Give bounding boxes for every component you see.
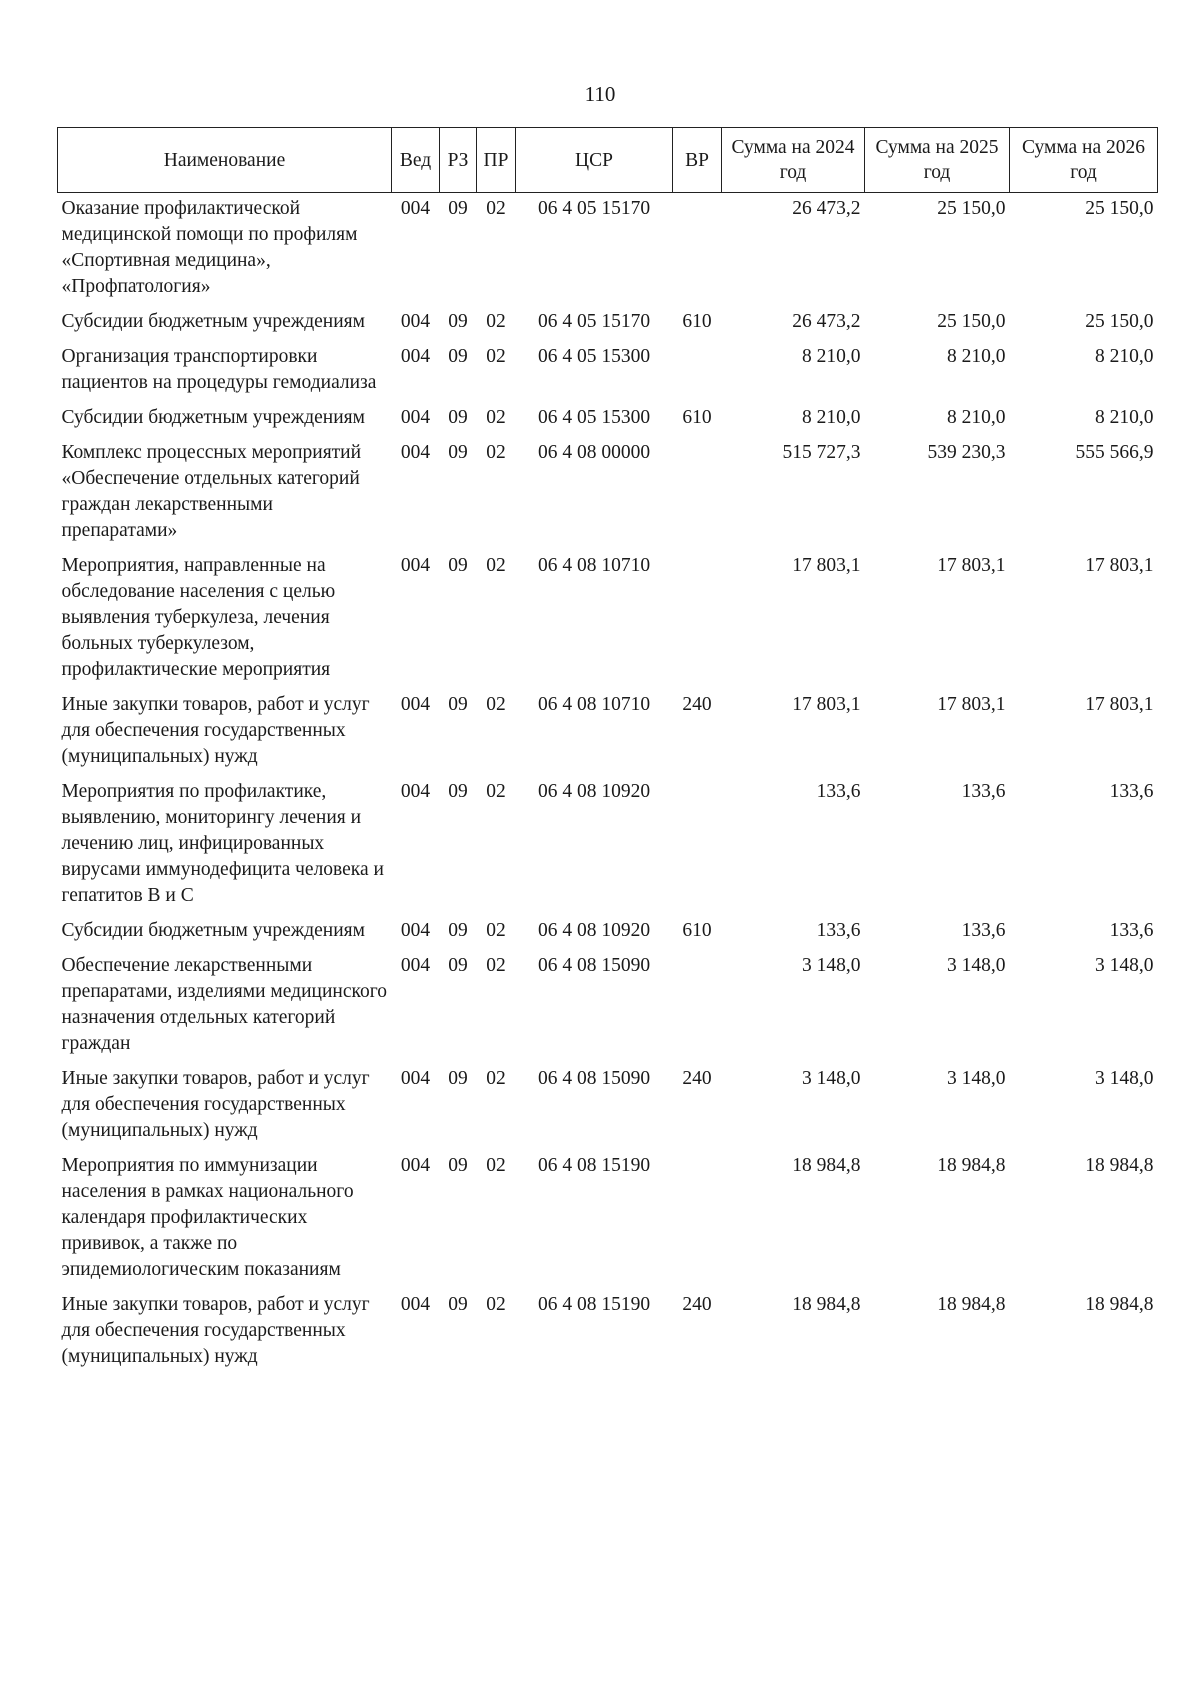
- cell-pr: 02: [486, 555, 506, 576]
- cell-rz: 09: [448, 920, 468, 941]
- cell-vr: 240: [682, 1068, 712, 1089]
- cell-pr: 02: [486, 781, 506, 802]
- header-vr: ВР: [673, 128, 722, 193]
- cell-rz: 09: [448, 1068, 468, 1089]
- cell-vr: [673, 550, 722, 689]
- cell-vr: 610: [682, 920, 712, 941]
- cell-name: Субсидии бюджетным учреждениям: [61, 920, 365, 941]
- cell-csr: 06 4 08 15090: [537, 1068, 651, 1089]
- cell-pr: 02: [486, 920, 506, 941]
- cell-sum-2024: 8 210,0: [802, 407, 861, 428]
- cell-sum-2026: 555 566,9: [1075, 442, 1154, 463]
- cell-pr: 02: [486, 955, 506, 976]
- cell-ved: 004: [400, 198, 431, 219]
- cell-sum-2025: 17 803,1: [937, 555, 1006, 576]
- cell-name: Субсидии бюджетным учреждениям: [61, 407, 365, 428]
- cell-ved: 004: [400, 955, 431, 976]
- cell-vr: 240: [682, 1294, 712, 1315]
- cell-ved: 004: [400, 555, 431, 576]
- cell-sum-2024: 17 803,1: [792, 694, 861, 715]
- cell-sum-2024: 133,6: [816, 920, 861, 941]
- cell-pr: 02: [486, 311, 506, 332]
- cell-sum-2024: 133,6: [816, 781, 861, 802]
- header-row: [58, 128, 1158, 193]
- cell-pr: 02: [486, 1155, 506, 1176]
- cell-name: Мероприятия, направленные на обследование населения с целью выявления туберкулеза, лечения больных туберкулезом, профилактические мероприятия: [61, 555, 336, 680]
- cell-pr: 02: [486, 1294, 506, 1315]
- cell-rz: 09: [448, 1294, 468, 1315]
- cell-sum-2026: 3 148,0: [1095, 955, 1154, 976]
- header-csr: ЦСР: [516, 128, 673, 193]
- cell-csr: 06 4 08 15090: [537, 955, 651, 976]
- cell-sum-2025: 25 150,0: [937, 198, 1006, 219]
- cell-csr: 06 4 08 00000: [537, 442, 651, 463]
- table-row: [58, 915, 1158, 950]
- cell-name: Иные закупки товаров, работ и услуг для обеспечения государственных (муниципальных) нужд: [61, 1294, 370, 1367]
- table-row: [58, 776, 1158, 915]
- cell-vr: [673, 950, 722, 1063]
- cell-ved: 004: [400, 920, 431, 941]
- cell-rz: 09: [448, 311, 468, 332]
- cell-pr: 02: [486, 1068, 506, 1089]
- cell-sum-2026: 3 148,0: [1095, 1068, 1154, 1089]
- cell-sum-2024: 8 210,0: [802, 346, 861, 367]
- cell-ved: 004: [400, 1155, 431, 1176]
- cell-name: Оказание профилактической медицинской помощи по профилям «Спортивная медицина», «Профпатология»: [61, 198, 358, 297]
- header-rz: РЗ: [440, 128, 477, 193]
- cell-csr: 06 4 05 15300: [537, 407, 651, 428]
- cell-name: Мероприятия по профилактике, выявлению, мониторингу лечения и лечению лиц, инфицированных вирусами иммунодефицита человека и гепатитов В и С: [61, 781, 384, 906]
- budget-table: [57, 127, 1158, 1376]
- table-row: [58, 689, 1158, 776]
- cell-rz: 09: [448, 442, 468, 463]
- cell-ved: 004: [400, 694, 431, 715]
- cell-name: Комплекс процессных мероприятий «Обеспечение отдельных категорий граждан лекарственными препаратами»: [61, 442, 362, 541]
- cell-name: Организация транспортировки пациентов на процедуры гемодиализа: [61, 346, 377, 393]
- cell-sum-2026: 17 803,1: [1085, 555, 1154, 576]
- table-header: [58, 128, 1158, 193]
- cell-sum-2026: 25 150,0: [1085, 311, 1154, 332]
- header-sum-2024: Сумма на 2024 год: [722, 128, 865, 193]
- cell-sum-2024: 3 148,0: [802, 1068, 861, 1089]
- cell-sum-2024: 3 148,0: [802, 955, 861, 976]
- cell-vr: [673, 1150, 722, 1289]
- cell-sum-2024: 26 473,2: [792, 311, 861, 332]
- cell-csr: 06 4 08 10920: [537, 920, 651, 941]
- table-row: [58, 1289, 1158, 1376]
- cell-pr: 02: [486, 442, 506, 463]
- cell-sum-2025: 25 150,0: [937, 311, 1006, 332]
- header-sum-2025: Сумма на 2025 год: [865, 128, 1010, 193]
- cell-sum-2025: 8 210,0: [947, 407, 1006, 428]
- cell-csr: 06 4 05 15170: [537, 311, 651, 332]
- cell-vr: 610: [682, 311, 712, 332]
- cell-sum-2025: 539 230,3: [927, 442, 1006, 463]
- cell-sum-2025: 17 803,1: [937, 694, 1006, 715]
- cell-name: Иные закупки товаров, работ и услуг для обеспечения государственных (муниципальных) нужд: [61, 1068, 370, 1141]
- cell-vr: [673, 341, 722, 402]
- header-pr: ПР: [477, 128, 516, 193]
- cell-ved: 004: [400, 346, 431, 367]
- cell-ved: 004: [400, 1068, 431, 1089]
- cell-sum-2026: 133,6: [1109, 781, 1154, 802]
- cell-csr: 06 4 08 10920: [537, 781, 651, 802]
- cell-pr: 02: [486, 407, 506, 428]
- cell-csr: 06 4 08 15190: [537, 1155, 651, 1176]
- cell-vr: [673, 437, 722, 550]
- cell-ved: 004: [400, 311, 431, 332]
- cell-sum-2024: 18 984,8: [792, 1155, 861, 1176]
- cell-name: Обеспечение лекарственными препаратами, изделиями медицинского назначения отдельных категорий граждан: [61, 955, 387, 1054]
- cell-sum-2024: 515 727,3: [782, 442, 861, 463]
- cell-sum-2025: 18 984,8: [937, 1294, 1006, 1315]
- cell-vr: 610: [682, 407, 712, 428]
- cell-pr: 02: [486, 198, 506, 219]
- table-body: [58, 193, 1158, 1377]
- cell-vr: 240: [682, 694, 712, 715]
- cell-ved: 004: [400, 1294, 431, 1315]
- cell-csr: 06 4 05 15170: [537, 198, 651, 219]
- cell-rz: 09: [448, 555, 468, 576]
- table-row: [58, 402, 1158, 437]
- cell-rz: 09: [448, 694, 468, 715]
- cell-sum-2024: 17 803,1: [792, 555, 861, 576]
- cell-sum-2025: 3 148,0: [947, 955, 1006, 976]
- cell-sum-2025: 18 984,8: [937, 1155, 1006, 1176]
- cell-sum-2025: 8 210,0: [947, 346, 1006, 367]
- table-row: [58, 950, 1158, 1063]
- cell-rz: 09: [448, 781, 468, 802]
- cell-ved: 004: [400, 781, 431, 802]
- cell-sum-2024: 18 984,8: [792, 1294, 861, 1315]
- table-row: [58, 437, 1158, 550]
- cell-sum-2026: 8 210,0: [1095, 407, 1154, 428]
- table-row: [58, 550, 1158, 689]
- cell-name: Субсидии бюджетным учреждениям: [61, 311, 365, 332]
- cell-ved: 004: [400, 442, 431, 463]
- cell-sum-2025: 133,6: [961, 781, 1006, 802]
- cell-name: Мероприятия по иммунизации населения в рамках национального календаря профилактических прививок, а также по эпидемиологическим показаниям: [61, 1155, 354, 1280]
- cell-rz: 09: [448, 407, 468, 428]
- cell-rz: 09: [448, 1155, 468, 1176]
- cell-csr: 06 4 05 15300: [537, 346, 651, 367]
- cell-ved: 004: [400, 407, 431, 428]
- cell-rz: 09: [448, 955, 468, 976]
- cell-sum-2024: 26 473,2: [792, 198, 861, 219]
- header-sum-2026: Сумма на 2026 год: [1010, 128, 1158, 193]
- header-name: Наименование: [58, 128, 392, 193]
- cell-sum-2025: 3 148,0: [947, 1068, 1006, 1089]
- cell-sum-2026: 18 984,8: [1085, 1155, 1154, 1176]
- cell-sum-2026: 8 210,0: [1095, 346, 1154, 367]
- cell-rz: 09: [448, 346, 468, 367]
- cell-sum-2026: 133,6: [1109, 920, 1154, 941]
- table-row: [58, 193, 1158, 307]
- cell-sum-2026: 18 984,8: [1085, 1294, 1154, 1315]
- table-row: [58, 1063, 1158, 1150]
- cell-pr: 02: [486, 346, 506, 367]
- cell-vr: [673, 776, 722, 915]
- cell-csr: 06 4 08 10710: [537, 555, 651, 576]
- header-ved: Вед: [392, 128, 440, 193]
- cell-csr: 06 4 08 10710: [537, 694, 651, 715]
- cell-sum-2026: 25 150,0: [1085, 198, 1154, 219]
- page-number: 110: [584, 82, 616, 106]
- cell-sum-2025: 133,6: [961, 920, 1006, 941]
- cell-rz: 09: [448, 198, 468, 219]
- table-row: [58, 341, 1158, 402]
- cell-vr: [673, 193, 722, 307]
- cell-pr: 02: [486, 694, 506, 715]
- cell-sum-2026: 17 803,1: [1085, 694, 1154, 715]
- cell-csr: 06 4 08 15190: [537, 1294, 651, 1315]
- table-row: [58, 306, 1158, 341]
- table-row: [58, 1150, 1158, 1289]
- cell-name: Иные закупки товаров, работ и услуг для обеспечения государственных (муниципальных) нужд: [61, 694, 370, 767]
